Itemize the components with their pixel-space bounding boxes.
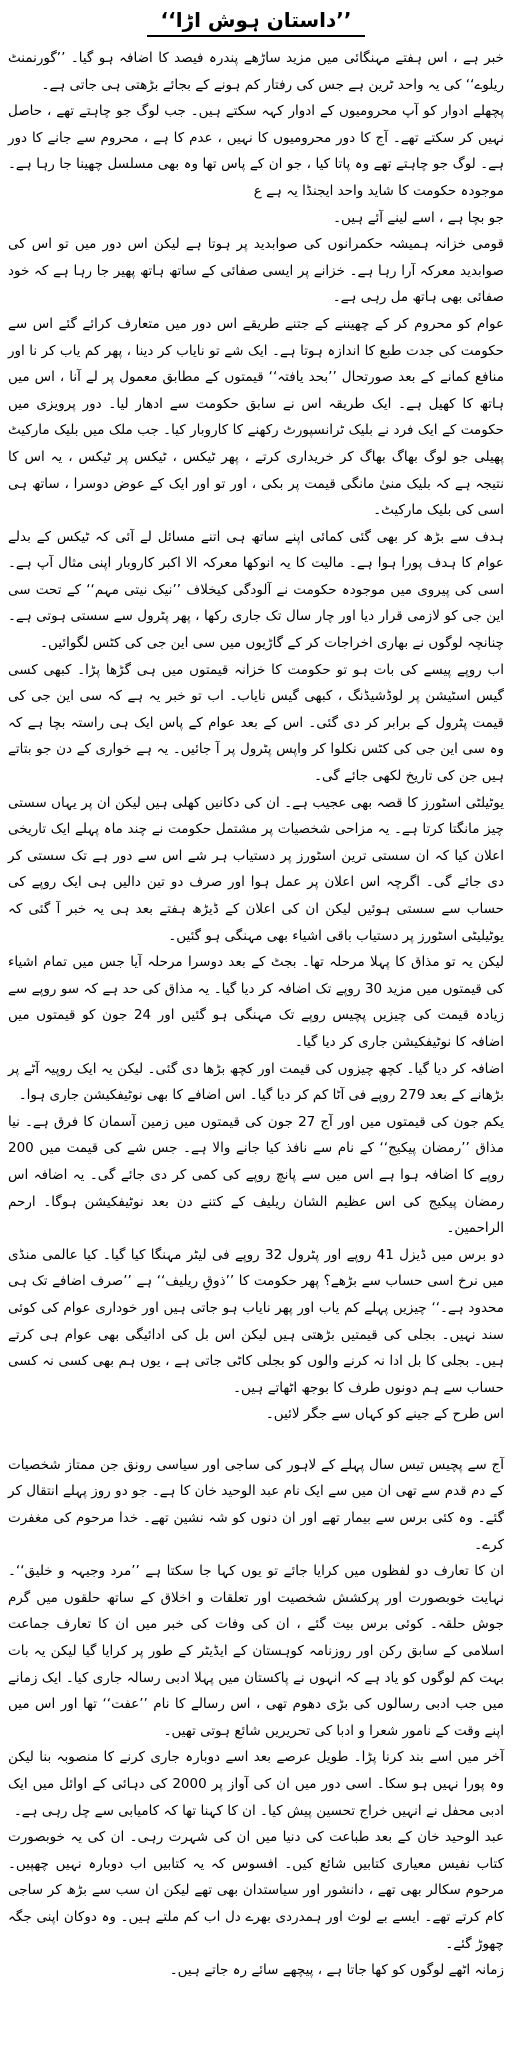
paragraph: اضافہ کر دیا گیا۔ کچھ چیزوں کی قیمت اور کچھ بڑھا دی گئی۔ لیکن یہ ایک روپیہ آٹے پر بڑھانے کے بعد 279 روپے فی آٹا کم کر دیا گیا۔ اس اضافے کا بھی نوٹیفکیشن جاری ہوا۔ [8,1060,504,1104]
paragraph: ہدف سے بڑھ کر بھی گئی کمائی اپنے ساتھ ہی اتنے مسائل لے آئی کہ ٹیکس کے بدلے عوام کا ہدف پورا ہوا ہے۔ مالیت کا یہ انوکھا معرکہ الا اکبر کاروبار اپنی مثال آپ ہے۔ اسی کی پیروی میں موجودہ حکومت نے آلودگی کیخلاف ’’نیک نیتی مہم‘‘ کے تحت سی این جی کو لازمی قرار دیا اور چار سال تک جاری رکھا ، پھر پٹرول سے سستی ہوتی ہے۔ چنانچہ لوگوں نے بھاری اخراجات کر کے گاڑیوں میں سی این جی کی کٹس لگوائیں۔ [8,528,504,652]
paragraph: پچھلے ادوار کو آپ محرومیوں کے ادوار کہہ سکتے ہیں۔ جب لوگ جو چاہتے تھے ، حاصل نہیں کر سکتے تھے۔ آج کا دور محرومیوں کا نہیں ، عدم کا ہے ، محروم سے جانے کا دور ہے۔ لوگ جو چاہتے تھے وہ پاتا کیا ، جو ان کے پاس تھا وہ بھی مسلسل چھینا جا رہا ہے۔ موجودہ حکومت کا شاید واحد ایجنڈا یہ ہے ع [8,103,504,199]
paragraph: یوٹیلٹی اسٹورز کا قصہ بھی عجیب ہے۔ ان کی دکانیں کھلی ہیں لیکن ان پر یہاں سستی چیز مانگتا کرتا ہے۔ یہ مزاحی شخصیات پر مشتمل حکومت نے چند ماہ پہلے ایک تاریخی اعلان کیا کہ ان سستی ترین اسٹورز پر دستیاب ہر شے اس سے دور ہے تک سستی کر دی جائے گی۔ اگرچہ اس اعلان پر عمل ہوا اور صرف دو تین دالیں ہی ایک روپے کی حساب سے سستی ہوئیں لیکن ان کی اعلان کے ڈیڑھ ہفتے بعد ہی یہ خبر آ گئی کہ یوٹیلیٹی اسٹورز پر دستیاب باقی اشیاء بھی مہنگی ہو گئیں۔ [8,794,504,944]
paragraph: خبر ہے ، اس ہفتے مہنگائی میں مزید ساڑھے پندرہ فیصد کا اضافہ ہو گیا۔ ’’گورنمنٹ ریلوے‘‘ کی یہ واحد ٹرین ہے جس کی رفتار کم ہونے کے بجائے بڑھتی ہی جاتی ہے۔ [8,50,504,93]
column-header [8,8,504,37]
column-title: ’’داستان ہوش اڑا‘‘ [147,8,366,37]
quoted-verse: جو بچا ہے ، اسے لینے آئے ہیں۔ [333,209,504,226]
quoted-verse: اس طرح کے جینے کو کہاں سے جگر لائیں۔ [265,1406,504,1423]
paragraph: قومی خزانہ ہمیشہ حکمرانوں کی صوابدید پر ہوتا ہے لیکن اس دور میں تو اس کی صوابدید معرکہ آرا رہا ہے۔ خزانے پر ایسی صفائی کے ساتھ ہاتھ پھیر جا رہا ہے کہ خود صفائی بھی ہاتھ مل رہی ہے۔ [8,236,504,306]
section-gap [8,1428,504,1452]
column-body [8,45,504,1984]
paragraph: ان کا تعارف دو لفظوں میں کرایا جائے تو یوں کہا جا سکتا ہے ’’مرد وجیہہ و خلیق‘‘۔ نہایت خوبصورت اور پرکشش شخصیت اور تعلقات و اخلاق کے ساتھ حلقوں میں گرم جوش حلقہ۔ کوئی برس بیت گئے ، ان کی وفات کی خبر میں ان کا تعارف جماعت اسلامی کے سابق رکن اور روزنامہ کوہستان کے ایڈیٹر کے طور پر کرایا گیا لیکن یہ بات بہت کم لوگوں کو یاد ہے کہ انہوں نے پاکستان میں پہلا ادبی رسالہ جاری کیا۔ ایک زمانے میں جب ادبی رسالوں کی بڑی دھوم تھی ، اس رسالے کا نام ’’عفت‘‘ تھا اور اس میں اپنے وقت کے نامور شعرا و ادبا کی تحریریں شائع ہوتی تھیں۔ [8,1563,504,1739]
paragraph: آخر میں اسے بند کرنا پڑا۔ طویل عرصے بعد اسے دوبارہ جاری کرنے کا منصوبہ بنا لیکن وہ پورا نہیں ہو سکا۔ اسی دور میں ان کی آواز پر 2000 کی دہائی کے اوائل میں ایک ادبی محفل نے انہیں خراج تحسین پیش کیا۔ ان کا کہنا تھا کہ کامیابی سے چل رہی ہے۔ [8,1749,505,1819]
closing-line: زمانہ اٹھے لوگوں کو کھا جاتا ہے ، پیچھے سائے رہ جاتے ہیں۔ [169,1962,504,1979]
paragraph: آج سے پچیس تیس سال پہلے کے لاہور کی ساجی اور سیاسی رونق جن ممتاز شخصیات کے دم قدم سے تھی ان میں سے ایک نام عبد الوحید خان کا ہے۔ جو دو روز پہلے انتقال کر گئے۔ وہ کئی برس سے بیمار تھے اور ان دنوں کو شہ نشین تھے۔ خدا مرحوم کی مغفرت کرے۔ [8,1456,504,1553]
paragraph: عوام کو محروم کر کے چھیننے کے جتنے طریقے اس دور میں متعارف کرائے گئے اس سے حکومت کی جدت طبع کا اندازہ ہوتا ہے۔ ایک شے تو نایاب کر دینا ، پھر کم یاب کر نا اور منافع کمانے کے بعد صورتحال ’’بحد یافتہ‘‘ قیمتوں کے مطابق معمول پر لے آنا ، اس میں ہاتھ کا کھیل ہے۔ ایک طریقہ اس نے سابق حکومت سے ادھار لیا۔ دور پرویزی میں حکومت کے ایک فرد نے بلیک ٹرانسپورٹ رکھنے کا کاروبار کیا۔ جب ملک میں بلیک مارکیٹ پھیلی جو لوگ بھاگ بھاگ کر خریداری کرتے ، پھر ٹیکس ، ٹیکس پر ٹیکس ، یہ اس کا نتیجہ ہے کہ بلیک منیٰ مانگی قیمت پر بکی ، اور تو اور ایک کے عوض دوسرا ، ساتھ ہی اسی کی بلیک مارکیٹ۔ [8,315,504,519]
paragraph: عبد الوحید خان کے بعد طباعت کی دنیا میں ان کی شہرت رہی۔ ان کی یہ خوبصورت کتاب نفیس معیاری کتابیں شائع کیں۔ افسوس کہ یہ کتابیں اب دوبارہ نہیں چھپیں۔ مرحوم سکالر بھی تھے ، دانشور اور سیاستدان بھی تھے لیکن ان سب سے بڑھ کر ساجی کام کرتے تھے۔ ایسے بے لوث اور ہمدردی بھرے دل اب کم ملتے ہیں۔ وہ دوکان اپنی جگہ چھوڑ گئے۔ [8,1829,504,1952]
paragraph: اب روپے پیسے کی بات ہو تو حکومت کا خزانہ قیمتوں میں ہی گڑھا پڑا۔ کبھی کسی گیس اسٹیشن پر لوڈشیڈنگ ، کبھی گیس نایاب۔ اب تو خبر یہ ہے کہ سی این جی کی قیمت پٹرول کے برابر کر دی گئی۔ اس کے بعد عوام کے پاس ایک ہی راستہ بچا ہے کہ وہ سی این جی کی کٹس نکلوا کر واپس پٹرول پر آ جائیں۔ یہ ہے خواری کے دن جو بتاتے ہیں جن کی تاریخ لکھی جائے گی۔ [8,661,504,785]
paragraph: لیکن یہ تو مذاق کا پہلا مرحلہ تھا۔ بجٹ کے بعد دوسرا مرحلہ آیا جس میں تمام اشیاء کی قیمتوں میں مزید 30 روپے تک اضافہ کر دیا گیا۔ یہ مذاق کی حد ہے کہ سو روپے سے زیادہ قیمت کی چیزیں پچیس روپے تک مہنگی ہو گئیں اور 24 جون کو قیمتوں میں اضافہ کا نوٹیفکیشن جاری کر دیا گیا۔ [8,954,504,1050]
paragraph: یکم جون کی قیمتوں میں اور آج 27 جون کی قیمتوں میں زمین آسمان کا فرق ہے۔ نیا مذاق ’’رمضان پیکیج‘‘ کے نام سے نافذ کیا جانے والا ہے۔ جس شے کی قیمت میں 200 روپے کا اضافہ ہوا ہے اس میں سے پانچ روپے کی کمی کر دی جائے گی۔ یہ اضافہ اس رمضان پیکیج کی اس عظیم الشان ریلیف کے کتنے دن بعد نوٹیفکیشن ہوگا۔ ارحم الراحمین۔ [8,1113,504,1237]
paragraph: دو برس میں ڈیزل 41 روپے اور پٹرول 32 روپے فی لیٹر مہنگا کیا گیا۔ کیا عالمی منڈی میں نرخ اسی حساب سے بڑھے؟ پھر حکومت کا ’’ذوقِ ریلیف‘‘ ہے ’’صرف اضافے تک ہی محدود ہے۔‘‘ چیزیں پہلے کم یاب اور پھر نایاب ہو جاتی ہیں اور خوداری عوام کی کوئی سند نہیں۔ بجلی کی قیمتیں بڑھتی ہیں لیکن اس بل کی ادائیگی بھی عوام ہی کرتے ہیں۔ بجلی کا بل ادا نہ کرنے والوں کو بجلی کاٹی جاتی ہے ، یوں ہم بھی کسی نہ کسی حساب سے ہم دونوں طرف کا بوجھ اٹھاتے ہیں۔ [8,1246,504,1396]
